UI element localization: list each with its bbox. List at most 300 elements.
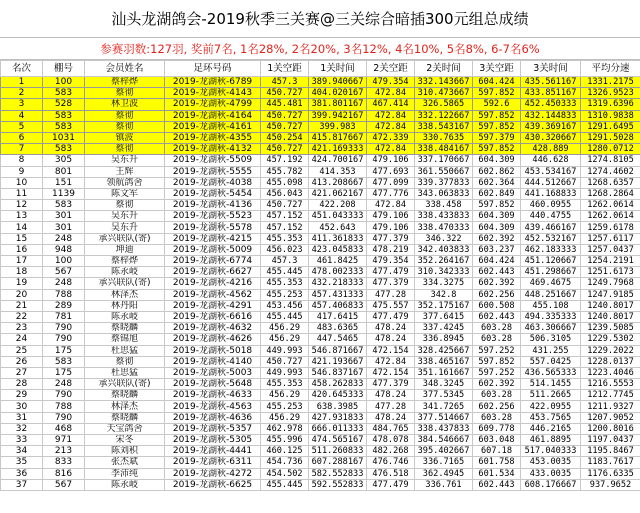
cell-time3: 439.466167	[521, 222, 581, 233]
cell-time2: 361.550667	[415, 166, 473, 177]
cell-time3: 440.4755	[521, 211, 581, 222]
cell-member: 坤迪	[85, 244, 165, 255]
cell-avg-speed: 1240.8017	[581, 300, 640, 311]
cell-dist1: 449.993	[261, 367, 309, 378]
cell-rank: 6	[1, 132, 43, 143]
cell-dist1: 457.192	[261, 155, 309, 166]
cell-dist1: 455.445	[261, 311, 309, 322]
cell-time1: 546.871667	[309, 345, 367, 356]
cell-dist2: 472.339	[367, 132, 415, 143]
cell-loft: 289	[43, 300, 85, 311]
cell-time3: 432.144833	[521, 110, 581, 121]
cell-time3: 430.320667	[521, 132, 581, 143]
table-row	[1, 144, 640, 155]
cell-dist3: 597.252	[473, 367, 521, 378]
cell-avg-speed: 1247.9185	[581, 289, 640, 300]
cell-time1: 607.288167	[309, 457, 367, 468]
cell-time3: 444.512667	[521, 177, 581, 188]
cell-time2: 395.402667	[415, 446, 473, 457]
cell-dist3: 597.379	[473, 132, 521, 143]
cell-time3: 422.0955	[521, 401, 581, 412]
cell-dist2: 475.557	[367, 300, 415, 311]
cell-member: 王辉	[85, 166, 165, 177]
cell-dist1: 455.996	[261, 435, 309, 446]
cell-member: 陈永岐	[85, 479, 165, 490]
cell-time2: 351.161667	[415, 367, 473, 378]
cell-avg-speed: 1216.5553	[581, 379, 640, 390]
cell-time3: 452.450333	[521, 99, 581, 110]
cell-dist3: 603.237	[473, 244, 521, 255]
cell-dist1: 456.29	[261, 323, 309, 334]
cell-ring: 2019-龙湖秋-4441	[165, 446, 261, 457]
cell-rank: 31	[1, 412, 43, 423]
cell-time1: 389.940667	[309, 77, 367, 88]
cell-ring: 2019-龙湖秋-5523	[165, 211, 261, 222]
cell-time3: 436.565333	[521, 367, 581, 378]
cell-member: 蔡晓麟	[85, 390, 165, 401]
cell-ring: 2019-龙湖秋-5555	[165, 166, 261, 177]
cell-loft: 801	[43, 166, 85, 177]
cell-rank: 33	[1, 435, 43, 446]
cell-dist1: 450.727	[261, 200, 309, 211]
cell-time2: 336.7165	[415, 457, 473, 468]
cell-dist3: 601.758	[473, 457, 521, 468]
cell-dist2: 472.84	[367, 144, 415, 155]
cell-dist1: 450.254	[261, 132, 309, 143]
cell-member: 蔡晓麟	[85, 323, 165, 334]
cell-rank: 25	[1, 345, 43, 356]
cell-loft: 790	[43, 412, 85, 423]
cell-dist2: 477.28	[367, 401, 415, 412]
cell-member: 承兴联队(寄)	[85, 233, 165, 244]
cell-rank: 27	[1, 367, 43, 378]
cell-time2: 310.342333	[415, 267, 473, 278]
cell-dist3: 597.852	[473, 110, 521, 121]
cell-time2: 338.484167	[415, 144, 473, 155]
cell-time1: 447.5465	[309, 334, 367, 345]
col-header-loft: 棚号	[43, 61, 85, 77]
cell-avg-speed: 1268.2864	[581, 188, 640, 199]
table-row	[1, 278, 640, 289]
cell-loft: 781	[43, 311, 85, 322]
cell-time3: 435.561167	[521, 77, 581, 88]
cell-avg-speed: 1257.0437	[581, 244, 640, 255]
cell-loft: 833	[43, 457, 85, 468]
cell-ring: 2019-龙湖秋-5009	[165, 244, 261, 255]
cell-dist1: 454.736	[261, 457, 309, 468]
cell-loft: 567	[43, 479, 85, 490]
cell-time2: 310.473667	[415, 88, 473, 99]
cell-dist1: 457.152	[261, 211, 309, 222]
cell-rank: 32	[1, 423, 43, 434]
cell-ring: 2019-龙湖秋-4143	[165, 88, 261, 99]
cell-time1: 421.062167	[309, 188, 367, 199]
cell-rank: 11	[1, 188, 43, 199]
cell-time1: 666.011333	[309, 423, 367, 434]
cell-time1: 452.643	[309, 222, 367, 233]
results-body	[1, 77, 640, 491]
cell-loft: 567	[43, 267, 85, 278]
cell-dist3: 603.28	[473, 412, 521, 423]
cell-ring: 2019-龙湖秋-4164	[165, 110, 261, 121]
cell-time1: 415.817667	[309, 132, 367, 143]
cell-loft: 175	[43, 367, 85, 378]
cell-time2: 377.514667	[415, 412, 473, 423]
cell-dist2: 478.24	[367, 323, 415, 334]
cell-avg-speed: 1274.8105	[581, 155, 640, 166]
cell-dist1: 456.043	[261, 188, 309, 199]
cell-ring: 2019-龙湖秋-4161	[165, 121, 261, 132]
cell-time1: 411.361833	[309, 233, 367, 244]
cell-ring: 2019-龙湖秋-5305	[165, 435, 261, 446]
cell-time2: 332.143667	[415, 77, 473, 88]
cell-dist1: 455.098	[261, 177, 309, 188]
cell-rank: 12	[1, 200, 43, 211]
cell-ring: 2019-龙湖秋-4132	[165, 144, 261, 155]
cell-avg-speed: 1268.6357	[581, 177, 640, 188]
cell-ring: 2019-龙湖秋-4140	[165, 356, 261, 367]
cell-time3: 455.108	[521, 300, 581, 311]
cell-time1: 638.3985	[309, 401, 367, 412]
cell-time2: 342.8	[415, 289, 473, 300]
cell-dist2: 477.776	[367, 188, 415, 199]
cell-time1: 592.552833	[309, 479, 367, 490]
cell-dist3: 603.28	[473, 390, 521, 401]
cell-dist2: 472.154	[367, 367, 415, 378]
cell-ring: 2019-龙湖秋-4562	[165, 289, 261, 300]
table-row	[1, 244, 640, 255]
cell-loft: 100	[43, 256, 85, 267]
cell-avg-speed: 1326.9523	[581, 88, 640, 99]
cell-time1: 483.6365	[309, 323, 367, 334]
cell-loft: 788	[43, 401, 85, 412]
cell-time1: 511.260833	[309, 446, 367, 457]
cell-loft: 583	[43, 144, 85, 155]
cell-time2: 377.5345	[415, 390, 473, 401]
cell-loft: 248	[43, 379, 85, 390]
cell-dist2: 472.84	[367, 356, 415, 367]
table-row	[1, 311, 640, 322]
cell-rank: 22	[1, 311, 43, 322]
cell-time1: 399.983	[309, 121, 367, 132]
cell-ring: 2019-龙湖秋-4636	[165, 412, 261, 423]
cell-time3: 517.040333	[521, 446, 581, 457]
table-row	[1, 77, 640, 88]
table-row	[1, 390, 640, 401]
cell-time3: 433.0035	[521, 468, 581, 479]
cell-time2: 346.322	[415, 233, 473, 244]
cell-time3: 514.1455	[521, 379, 581, 390]
cell-time2: 334.3275	[415, 278, 473, 289]
cell-avg-speed: 1331.2175	[581, 77, 640, 88]
cell-dist3: 602.443	[473, 479, 521, 490]
cell-ring: 2019-龙湖秋-6311	[165, 457, 261, 468]
cell-time1: 420.645333	[309, 390, 367, 401]
cell-dist2: 472.84	[367, 110, 415, 121]
cell-dist3: 602.364	[473, 177, 521, 188]
cell-ring: 2019-龙湖秋-5578	[165, 222, 261, 233]
cell-rank: 29	[1, 390, 43, 401]
cell-time3: 461.8895	[521, 435, 581, 446]
cell-time2: 338.437833	[415, 423, 473, 434]
cell-member: 蔡彻	[85, 200, 165, 211]
cell-ring: 2019-龙湖秋-4633	[165, 390, 261, 401]
cell-time2: 332.122667	[415, 110, 473, 121]
cell-time1: 422.208	[309, 200, 367, 211]
cell-time1: 424.700167	[309, 155, 367, 166]
cell-ring: 2019-龙湖秋-4632	[165, 323, 261, 334]
cell-rank: 2	[1, 88, 43, 99]
cell-ring: 2019-龙湖秋-4136	[165, 200, 261, 211]
cell-avg-speed: 1262.0614	[581, 200, 640, 211]
cell-rank: 4	[1, 110, 43, 121]
col-header-time1: 1关时间	[309, 61, 367, 77]
cell-dist3: 597.852	[473, 200, 521, 211]
cell-ring: 2019-龙湖秋-6774	[165, 256, 261, 267]
table-row	[1, 412, 640, 423]
cell-rank: 8	[1, 155, 43, 166]
cell-time1: 458.262833	[309, 379, 367, 390]
cell-member: 陈文军	[85, 188, 165, 199]
cell-rank: 3	[1, 99, 43, 110]
cell-ring: 2019-龙湖秋-6616	[165, 311, 261, 322]
cell-rank: 10	[1, 177, 43, 188]
table-row	[1, 110, 640, 121]
table-row	[1, 200, 640, 211]
cell-dist3: 602.862	[473, 166, 521, 177]
cell-ring: 2019-龙湖秋-5018	[165, 345, 261, 356]
table-row	[1, 379, 640, 390]
cell-dist1: 456.29	[261, 390, 309, 401]
cell-time3: 441.168833	[521, 188, 581, 199]
cell-time1: 582.552833	[309, 468, 367, 479]
cell-dist2: 472.154	[367, 345, 415, 356]
cell-ring: 2019-龙湖秋-4626	[165, 334, 261, 345]
cell-time1: 399.942167	[309, 110, 367, 121]
cell-dist3: 603.28	[473, 323, 521, 334]
cell-time1: 413.208667	[309, 177, 367, 188]
table-row	[1, 446, 640, 457]
cell-rank: 26	[1, 356, 43, 367]
cell-loft: 583	[43, 356, 85, 367]
cell-loft: 788	[43, 289, 85, 300]
table-row	[1, 211, 640, 222]
cell-time3: 557.0425	[521, 356, 581, 367]
col-header-ring: 足环号码	[165, 61, 261, 77]
col-header-dist1: 1关空距	[261, 61, 309, 77]
cell-loft: 583	[43, 110, 85, 121]
cell-member: 陈永岐	[85, 267, 165, 278]
cell-avg-speed: 1280.0712	[581, 144, 640, 155]
header-row	[1, 61, 640, 77]
cell-avg-speed: 1254.2191	[581, 256, 640, 267]
cell-loft: 305	[43, 155, 85, 166]
cell-time2: 337.4245	[415, 323, 473, 334]
cell-member: 林泽杰	[85, 401, 165, 412]
cell-dist3: 602.256	[473, 289, 521, 300]
cell-dist2: 477.099	[367, 177, 415, 188]
cell-avg-speed: 1274.4602	[581, 166, 640, 177]
cell-member: 林卫波	[85, 99, 165, 110]
cell-loft: 151	[43, 177, 85, 188]
cell-dist3: 602.443	[473, 311, 521, 322]
cell-avg-speed: 1229.2022	[581, 345, 640, 356]
cell-ring: 2019-龙湖秋-5509	[165, 155, 261, 166]
cell-dist2: 472.84	[367, 200, 415, 211]
cell-avg-speed: 1291.6495	[581, 121, 640, 132]
table-row	[1, 132, 640, 143]
cell-time2: 338.433833	[415, 211, 473, 222]
cell-avg-speed: 1262.0614	[581, 211, 640, 222]
cell-dist3: 602.392	[473, 233, 521, 244]
cell-dist1: 455.353	[261, 233, 309, 244]
cell-time3: 462.183333	[521, 244, 581, 255]
cell-avg-speed: 1200.8016	[581, 423, 640, 434]
table-row	[1, 289, 640, 300]
cell-time1: 546.837167	[309, 367, 367, 378]
cell-time1: 421.169333	[309, 144, 367, 155]
cell-dist2: 472.84	[367, 121, 415, 132]
cell-ring: 2019-龙湖秋-4291	[165, 300, 261, 311]
cell-ring: 2019-龙湖秋-4272	[165, 468, 261, 479]
cell-dist2: 477.479	[367, 311, 415, 322]
cell-member: 陈刘积	[85, 446, 165, 457]
cell-time2: 348.3245	[415, 379, 473, 390]
cell-dist2: 479.354	[367, 256, 415, 267]
cell-time3: 448.251667	[521, 289, 581, 300]
cell-member: 陈永岐	[85, 311, 165, 322]
cell-avg-speed: 1207.9052	[581, 412, 640, 423]
table-row	[1, 367, 640, 378]
cell-avg-speed: 1259.6178	[581, 222, 640, 233]
cell-dist1: 450.727	[261, 121, 309, 132]
cell-loft: 175	[43, 345, 85, 356]
cell-loft: 301	[43, 222, 85, 233]
cell-ring: 2019-龙湖秋-4215	[165, 233, 261, 244]
cell-dist1: 457.3	[261, 77, 309, 88]
cell-dist3: 602.443	[473, 267, 521, 278]
table-row	[1, 233, 640, 244]
cell-dist3: 604.309	[473, 211, 521, 222]
cell-rank: 37	[1, 479, 43, 490]
cell-time3: 453.534167	[521, 166, 581, 177]
cell-loft: 583	[43, 121, 85, 132]
cell-rank: 36	[1, 468, 43, 479]
cell-loft: 1139	[43, 188, 85, 199]
cell-ring: 2019-龙湖秋-4799	[165, 99, 261, 110]
cell-dist3: 602.849	[473, 188, 521, 199]
table-row	[1, 166, 640, 177]
cell-dist2: 477.479	[367, 479, 415, 490]
cell-time2: 384.546667	[415, 435, 473, 446]
cell-member: 蔡梓烨	[85, 256, 165, 267]
cell-dist2: 467.414	[367, 99, 415, 110]
cell-avg-speed: 1195.8467	[581, 446, 640, 457]
cell-time2: 338.470333	[415, 222, 473, 233]
cell-member: 吴东升	[85, 222, 165, 233]
cell-member: 李沛纯	[85, 468, 165, 479]
cell-dist2: 476.746	[367, 457, 415, 468]
cell-rank: 7	[1, 144, 43, 155]
cell-rank: 1	[1, 77, 43, 88]
cell-avg-speed: 1240.8017	[581, 311, 640, 322]
cell-time3: 463.306667	[521, 323, 581, 334]
cell-member: 蔡彻	[85, 356, 165, 367]
cell-time2: 328.425667	[415, 345, 473, 356]
cell-avg-speed: 1176.6335	[581, 468, 640, 479]
cell-dist1: 455.445	[261, 479, 309, 490]
cell-dist3: 601.534	[473, 468, 521, 479]
cell-member: 蔡彻	[85, 110, 165, 121]
cell-time3: 452.532167	[521, 233, 581, 244]
cell-member: 吴东升	[85, 155, 165, 166]
cell-member: 承兴联队(寄)	[85, 379, 165, 390]
cell-rank: 23	[1, 323, 43, 334]
cell-avg-speed: 937.9652	[581, 479, 640, 490]
cell-member: 领航鸽舍	[85, 177, 165, 188]
cell-rank: 35	[1, 457, 43, 468]
cell-dist1: 462.978	[261, 423, 309, 434]
table-row	[1, 401, 640, 412]
table-row	[1, 155, 640, 166]
cell-dist1: 457.152	[261, 222, 309, 233]
cell-time2: 343.063833	[415, 188, 473, 199]
cell-time2: 338.543167	[415, 121, 473, 132]
cell-dist1: 456.023	[261, 244, 309, 255]
cell-avg-speed: 1310.9838	[581, 110, 640, 121]
cell-dist3: 600.508	[473, 300, 521, 311]
cell-dist3: 607.18	[473, 446, 521, 457]
cell-time3: 446.2165	[521, 423, 581, 434]
cell-dist1: 449.993	[261, 345, 309, 356]
cell-dist2: 476.518	[367, 468, 415, 479]
cell-time3: 469.4675	[521, 278, 581, 289]
cell-rank: 5	[1, 121, 43, 132]
cell-rank: 14	[1, 222, 43, 233]
cell-dist2: 479.354	[367, 77, 415, 88]
cell-loft: 1031	[43, 132, 85, 143]
cell-dist2: 479.106	[367, 222, 415, 233]
cell-dist2: 484.765	[367, 423, 415, 434]
cell-time2: 352.175167	[415, 300, 473, 311]
col-header-avg-speed: 平均分速	[581, 61, 640, 77]
cell-rank: 34	[1, 446, 43, 457]
cell-member: 天宝鸽舍	[85, 423, 165, 434]
cell-dist2: 472.84	[367, 88, 415, 99]
cell-dist1: 450.727	[261, 88, 309, 99]
cell-avg-speed: 1257.6117	[581, 233, 640, 244]
cell-avg-speed: 1223.4046	[581, 367, 640, 378]
cell-dist2: 478.24	[367, 334, 415, 345]
cell-time3: 428.889	[521, 144, 581, 155]
cell-dist3: 602.392	[473, 278, 521, 289]
table-row	[1, 267, 640, 278]
cell-time1: 414.353	[309, 166, 367, 177]
cell-dist2: 477.479	[367, 267, 415, 278]
cell-avg-speed: 1249.7968	[581, 278, 640, 289]
cell-time3: 608.176667	[521, 479, 581, 490]
cell-rank: 18	[1, 267, 43, 278]
cell-loft: 583	[43, 200, 85, 211]
cell-dist2: 479.106	[367, 155, 415, 166]
table-row	[1, 177, 640, 188]
cell-dist1: 453.456	[261, 300, 309, 311]
cell-avg-speed: 1228.0137	[581, 356, 640, 367]
cell-dist1: 445.481	[261, 99, 309, 110]
cell-dist3: 602.392	[473, 379, 521, 390]
cell-rank: 15	[1, 233, 43, 244]
col-header-rank: 名次	[1, 61, 43, 77]
